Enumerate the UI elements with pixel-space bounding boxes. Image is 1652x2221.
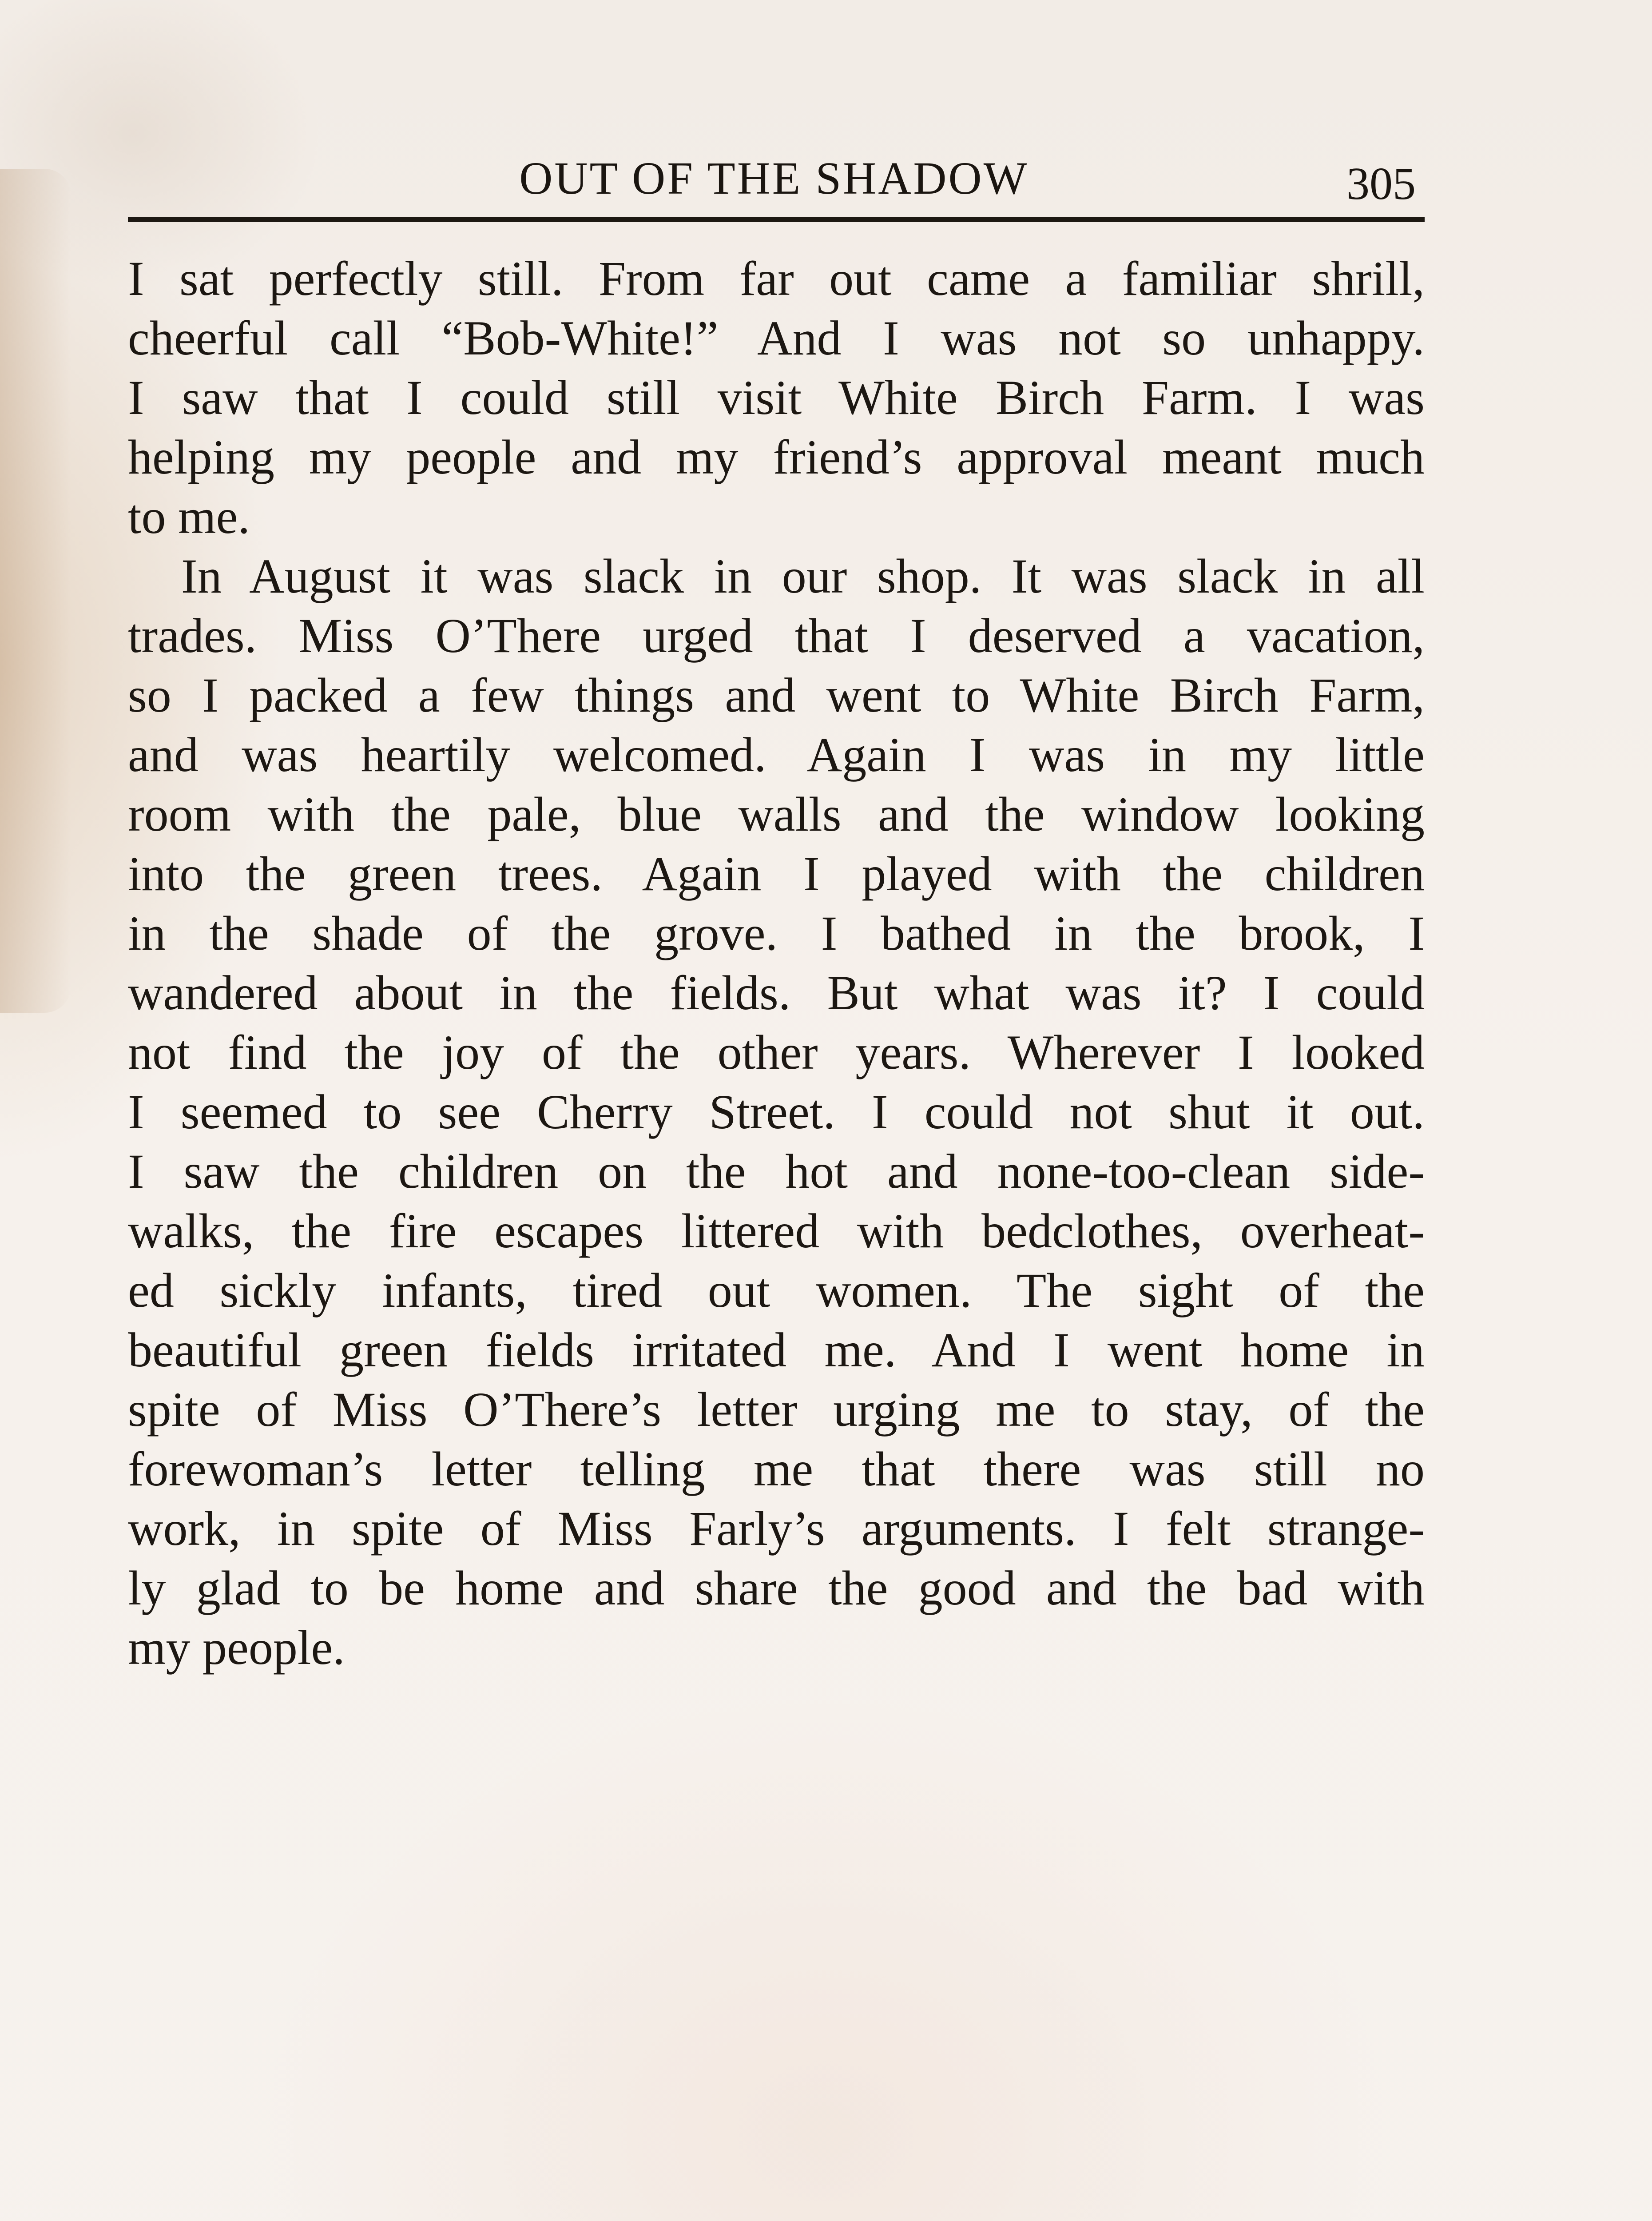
paragraph-1: [128, 249, 1425, 546]
text-line: not find the joy of the other years. Wherever I looked: [128, 1025, 1425, 1079]
text-line: forewoman’s letter telling me that there was still no: [128, 1442, 1425, 1496]
text-line: in the shade of the grove. I bathed in the brook, I: [128, 906, 1425, 960]
text-line: work, in spite of Miss Farly’s arguments. I felt strange-: [128, 1501, 1425, 1556]
text-line: to me.: [128, 490, 250, 544]
text-line: walks, the fire escapes littered with bedclothes, overheat-: [128, 1204, 1425, 1258]
text-line: I saw the children on the hot and none-too-clean side-: [128, 1144, 1425, 1198]
text-line: beautiful green fields irritated me. And I went home in: [128, 1323, 1425, 1377]
text-line: wandered about in the fields. But what was it? I could: [128, 966, 1425, 1020]
text-line: so I packed a few things and went to White Birch Farm,: [128, 668, 1425, 722]
text-line: I seemed to see Cherry Street. I could not shut it out.: [128, 1085, 1425, 1139]
text-line: In August it was slack in our shop. It was slack in all: [181, 549, 1425, 603]
text-line: and was heartily welcomed. Again I was in my little: [128, 728, 1425, 782]
text-line: room with the pale, blue walls and the window looking: [128, 787, 1425, 841]
text-line: trades. Miss O’There urged that I deserved a vacation,: [128, 609, 1425, 663]
body-text: [128, 249, 1425, 1677]
text-line: spite of Miss O’There’s letter urging me to stay, of the: [128, 1382, 1425, 1437]
paragraph-2: [128, 546, 1425, 1677]
text-line: I saw that I could still visit White Birch Farm. I was: [128, 370, 1425, 425]
text-line: I sat perfectly still. From far out came a familiar shrill,: [128, 251, 1425, 306]
text-line: ed sickly infants, tired out women. The sight of the: [128, 1263, 1425, 1317]
text-line: ly glad to be home and share the good and the bad with: [128, 1561, 1425, 1615]
running-head: OUT OF THE SHADOW: [519, 153, 1029, 204]
page-header: [128, 142, 1420, 222]
text-line: my people.: [128, 1620, 345, 1675]
water-stain: [0, 169, 71, 1013]
header-rule: [128, 217, 1425, 222]
text-line: cheerful call “Bob-White!” And I was not so unhappy.: [128, 311, 1425, 365]
text-line: into the green trees. Again I played with the children: [128, 847, 1425, 901]
page-number: 305: [1346, 158, 1416, 209]
text-line: helping my people and my friend’s approval meant much: [128, 430, 1425, 484]
